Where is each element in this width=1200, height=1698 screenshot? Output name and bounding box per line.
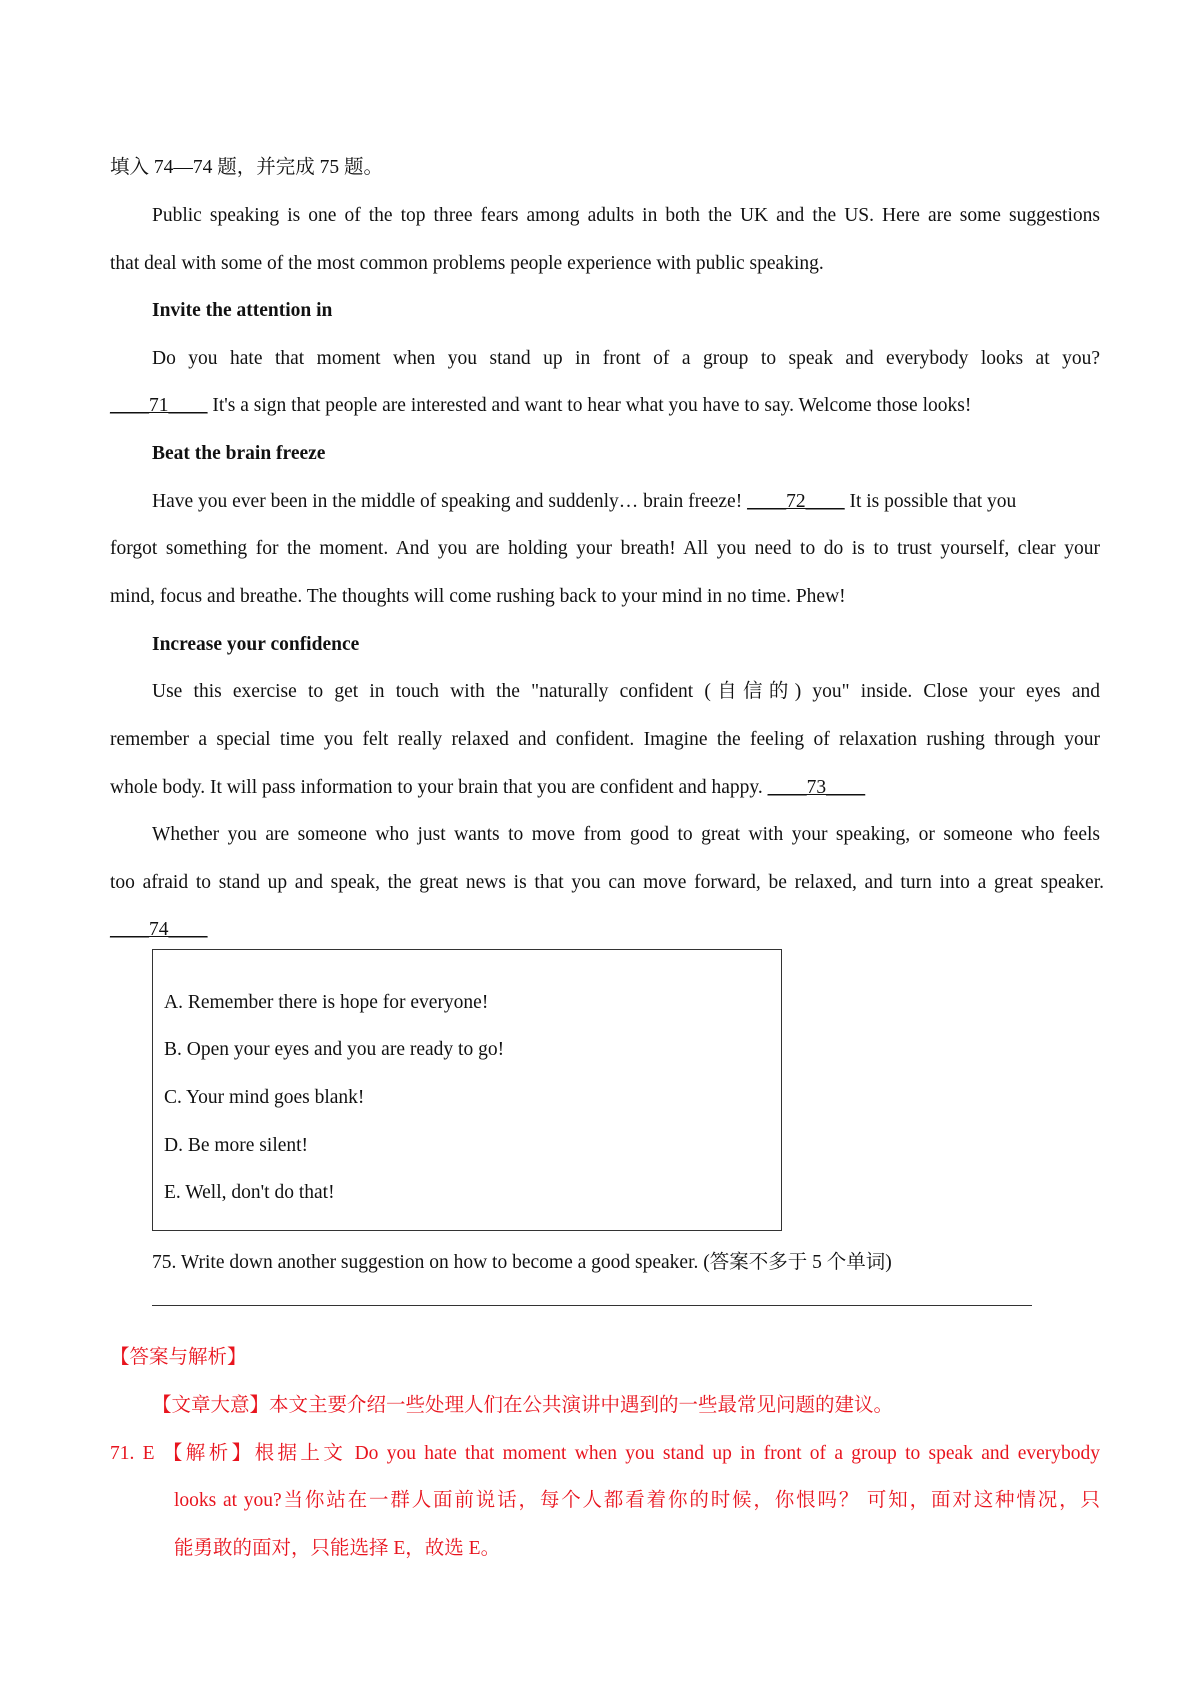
section2-line-3: mind, focus and breathe. The thoughts will come rushing back to your mind in no time. Phew! [110, 586, 846, 607]
section3-line-3-text: whole body. It will pass information to your brain that you are confident and happy. [110, 777, 768, 798]
option-d: D. Be more silent! [164, 1135, 309, 1156]
blank-73[interactable]: ____73____ [767, 777, 866, 798]
section3-line-3 [110, 775, 865, 801]
closing-line-2: too afraid to stand up and speak, the great news is that you can move forward, be relaxed, and turn into a great speaker. [110, 872, 1104, 893]
answer-71-line-3: 能勇敢的面对，只能选择 E，故选 E。 [174, 1538, 501, 1559]
section2-line-2: forgot something for the moment. And you are holding your breath! All you need to do is to trust yourself, clear your [110, 538, 1100, 559]
closing-line-3 [110, 917, 208, 943]
answer-header: 【答案与解析】 [110, 1347, 247, 1368]
section1-line-2-text: It's a sign that people are interested and want to hear what you have to say. Welcome those looks! [207, 395, 972, 416]
answer-71-line-1: 71. E 【解析】根据上文 Do you hate that moment when you stand up in front of a group to speak and everybody [110, 1443, 1100, 1464]
closing-line-1: Whether you are someone who just wants to move from good to great with your speaking, or someone who feels [152, 824, 1100, 845]
intro-line-2: that deal with some of the most common problems people experience with public speaking. [110, 253, 824, 274]
option-a: A. Remember there is hope for everyone! [164, 992, 489, 1013]
question-75: 75. Write down another suggestion on how to become a good speaker. (答案不多于 5 个单词) [152, 1252, 892, 1273]
option-c: C. Your mind goes blank! [164, 1087, 365, 1108]
section-heading-brain-freeze: Beat the brain freeze [152, 443, 326, 464]
section2-line-1-pre: Have you ever been in the middle of speaking and suddenly… brain freeze! [152, 491, 748, 512]
blank-74[interactable]: ____74____ [110, 919, 208, 940]
answer-75-line[interactable] [152, 1305, 1032, 1306]
section-heading-confidence: Increase your confidence [152, 634, 360, 655]
option-b: B. Open your eyes and you are ready to go! [164, 1039, 505, 1060]
instruction-text: 填入 74—74 题，并完成 75 题。 [110, 157, 384, 178]
section2-line-1-post: It is possible that you [844, 491, 1017, 512]
option-e: E. Well, don't do that! [164, 1182, 335, 1203]
intro-line-1: Public speaking is one of the top three fears among adults in both the UK and the US. Here are some suggestions [152, 205, 1100, 226]
section3-line-1: Use this exercise to get in touch with the "naturally confident (自信的) you" inside. Close your eyes and [152, 681, 1100, 702]
section1-line-2 [110, 393, 971, 419]
section-heading-attention: Invite the attention in [152, 300, 333, 321]
answer-summary: 【文章大意】本文主要介绍一些处理人们在公共演讲中遇到的一些最常见问题的建议。 [152, 1395, 894, 1416]
blank-72[interactable]: ____72____ [747, 491, 845, 512]
blank-71[interactable]: ____71____ [110, 395, 208, 416]
section1-line-1: Do you hate that moment when you stand up in front of a group to speak and everybody looks at you? [152, 348, 1100, 369]
section2-line-1 [152, 489, 1016, 515]
answer-71-line-2: looks at you?当你站在一群人面前说话，每个人都看着你的时候，你恨吗？ 可知，面对这种情况，只 [174, 1490, 1100, 1511]
section3-line-2: remember a special time you felt really relaxed and confident. Imagine the feeling of relaxation rushing through your [110, 729, 1100, 750]
